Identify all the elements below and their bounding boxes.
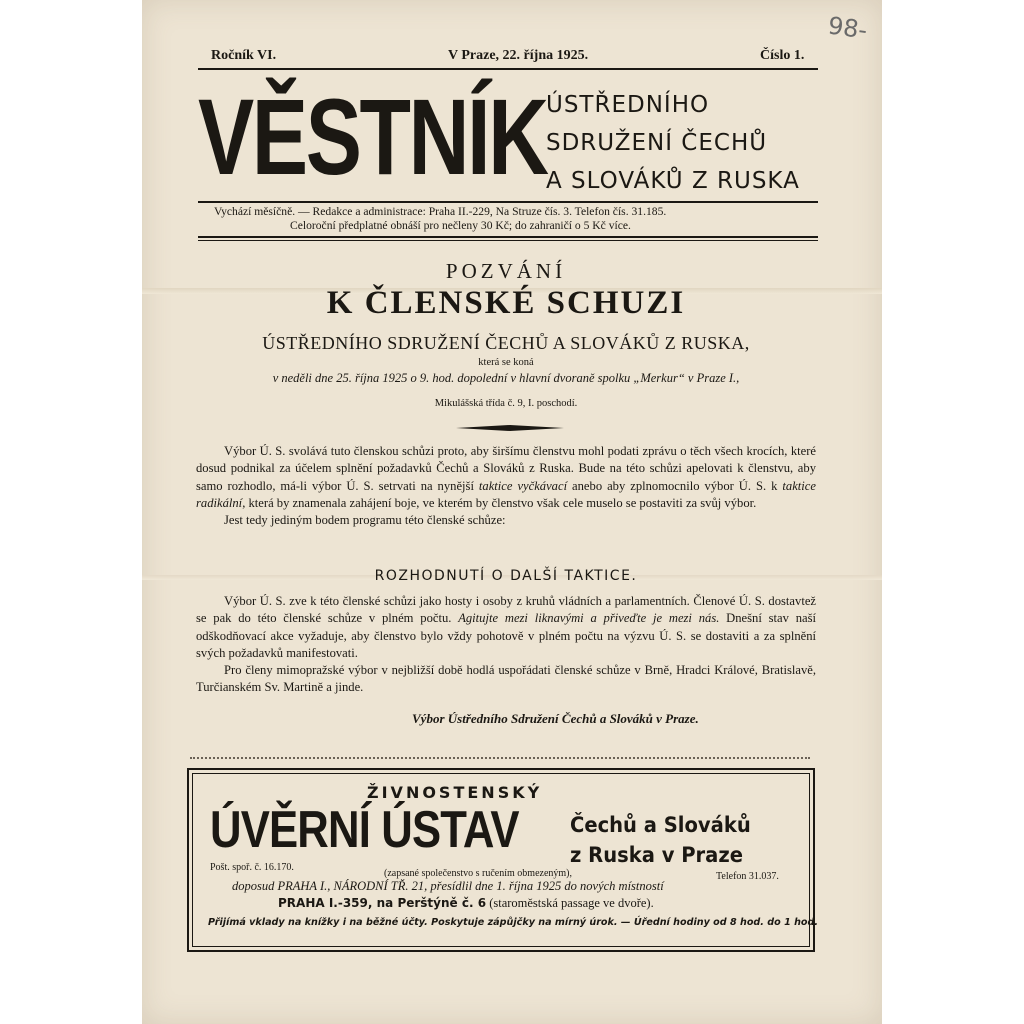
- invitation-which: která se koná: [478, 357, 534, 368]
- body-paragraph: Jest tedy jediným bodem programu této členské schůze:: [224, 513, 506, 528]
- dotted-separator: [190, 757, 810, 759]
- ad-address: PRAHA I.-359, na Perštýně č. 6 (staroměstská passage ve dvoře).: [278, 896, 654, 910]
- ad-bank-name: ÚVĚRNÍ ÚSTAV: [210, 801, 519, 859]
- subtitle-line: A SLOVÁKŮ Z RUSKA: [546, 168, 800, 194]
- masthead-rule: [198, 201, 818, 203]
- publication-info-line: Vychází měsíčně. — Redakce a administrace: Praha II.-229, Na Struze čís. 3. Telefon čís. 31.185.: [214, 205, 667, 218]
- invitation-where: Mikulášská třída č. 9, I. poschodí.: [434, 398, 578, 409]
- body-paragraph: Výbor Ú. S. zve k této členské schůzi jako hosty i osoby z kruhů vládních a parlamentních. Členové Ú. S. dostavtež se pak do této členské schůze v plném počtu. Agitujte mezi liknavými a přiveďte je mezi nás. Dnešní stav naší odškodňovací akce vyžaduje, aby členstvo bylo vždy pohotově v plném počtu na výzvu Ú. S. se dostaviti a za splnění svých požadavků manifestovati.: [196, 594, 816, 660]
- handwritten-note: 98-: [826, 11, 869, 45]
- masthead-title: VĚSTNÍK: [198, 76, 547, 197]
- article-body: [196, 593, 816, 697]
- issue-number: Číslo 1.: [760, 48, 805, 63]
- ad-registration: (zapsané společenstvo s ručením obmezeným),: [384, 868, 572, 879]
- ad-postal-account: Pošt. spoř. č. 16.170.: [210, 862, 294, 873]
- masthead-subtitle: [546, 86, 800, 200]
- volume-label: Ročník VI.: [211, 48, 277, 63]
- invitation-organization: ÚSTŘEDNÍHO SDRUŽENÍ ČECHŮ A SLOVÁKŮ Z RUSKA,: [262, 333, 750, 353]
- invitation-when: v neděli dne 25. října 1925 o 9. hod. dopolední v hlavní dvoraně spolku „Merkur“ v Praze I.,: [272, 371, 740, 385]
- signature: Výbor Ústředního Sdružení Čechů a Slováků v Praze.: [412, 711, 699, 726]
- ornamental-divider: [456, 424, 564, 432]
- ad-top-line: ŽIVNOSTENSKÝ: [367, 783, 543, 802]
- info-rule: [198, 240, 818, 241]
- invitation-headline: K ČLENSKÉ SCHUZI: [326, 285, 686, 321]
- body-paragraph: Pro členy mimopražské výbor v nejbližší době hodlá uspořádati členské schůze v Brně, Hradci Králové, Bratislavě, Turčianském Sv. Martině a jinde.: [196, 663, 816, 695]
- invitation-kicker: POZVÁNÍ: [445, 259, 567, 283]
- date-place: V Praze, 22. října 1925.: [448, 48, 589, 63]
- section-heading: ROZHODNUTÍ O DALŠÍ TAKTICE.: [374, 568, 638, 584]
- ad-services: Přijímá vklady na knížky i na běžné účty. Poskytuje zápůjčky na mírný úrok. — Úřední hodiny od 8 hod. do 1 hod.: [208, 917, 819, 928]
- publication-info-line: Celoroční předplatné obnáší pro nečleny 30 Kč; do zahraničí o 5 Kč více.: [290, 219, 631, 232]
- body-paragraph: Výbor Ú. S. svolává tuto členskou schůzi proto, aby širšímu členstvu mohl podati zprávu o těch všech krocích, které dosud podnikal za účelem splnění požadavků Čechů a Slováků z Ruska. Bude na této schůzi apelovati k členstvu, aby samo rozhodlo, má-li výbor Ú. S. setrvati na nynější taktice vyčkávací anebo aby zplnomocnilo výbor Ú. S. k taktice radikální, která by znamenala zahájení boje, ve kterém by členstvo však cele muselo se postaviti za svůj výbor.: [196, 444, 816, 510]
- article-body: [196, 443, 816, 529]
- ad-phone: Telefon 31.037.: [716, 871, 779, 882]
- subtitle-line: ÚSTŘEDNÍHO: [546, 92, 710, 118]
- info-rule: [198, 236, 818, 238]
- header-rule: [198, 68, 818, 70]
- ad-moved-note: doposud PRAHA I., NÁRODNÍ TŘ. 21, přesídlil dne 1. října 1925 do nových místností: [232, 879, 664, 893]
- subtitle-line: SDRUŽENÍ ČECHŮ: [546, 130, 768, 156]
- ad-bank-subtitle: Čechů a Slováků z Ruska v Praze: [570, 813, 751, 867]
